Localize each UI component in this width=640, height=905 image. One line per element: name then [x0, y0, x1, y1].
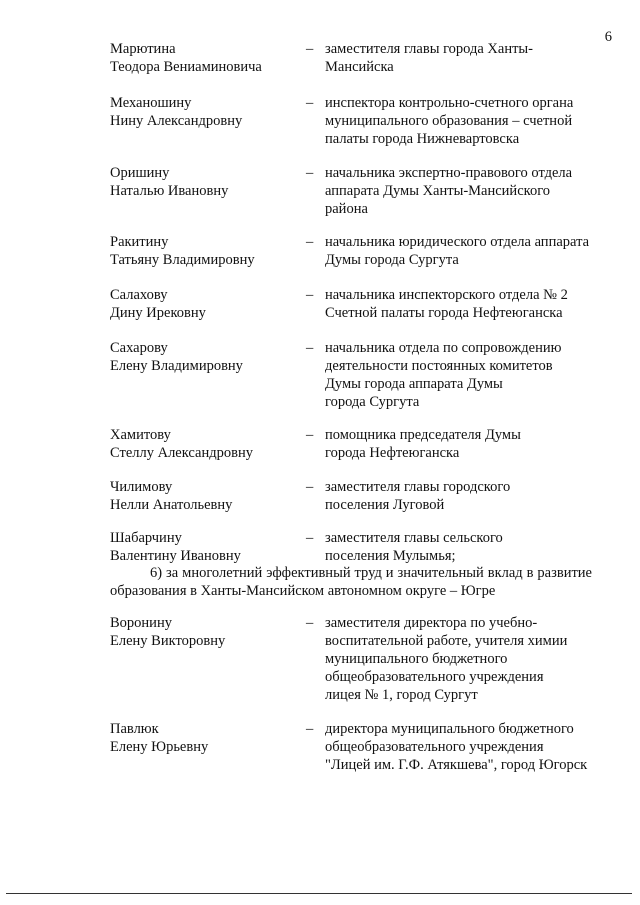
bottom-rule: [6, 893, 632, 894]
person-name: [110, 529, 290, 565]
person-name: [110, 478, 290, 514]
position-text: [325, 614, 602, 704]
name-line: Воронину: [110, 615, 172, 631]
dash-separator: –: [306, 530, 314, 546]
position-text: [325, 529, 602, 565]
position-line: города Сургута: [325, 394, 420, 410]
position-line: поселения Мулымья;: [325, 548, 456, 564]
name-line: Елену Юрьевну: [110, 739, 209, 755]
dash-separator: –: [306, 427, 314, 443]
position-text: [325, 164, 602, 218]
position-line: начальника юридического отдела аппарата: [325, 234, 590, 250]
position-line: Думы города Сургута: [325, 252, 459, 268]
dash-separator: –: [306, 340, 314, 356]
name-line: Марютина: [110, 41, 176, 57]
person-name: [110, 614, 290, 650]
section-paragraph: 6) за многолетний эффективный труд и значительный вклад в развитие образования в Ханты-Мансийском автономном округе – Югре: [110, 565, 592, 599]
position-line: района: [325, 201, 368, 217]
position-text: [325, 233, 602, 269]
name-line: Шабарчину: [110, 530, 182, 546]
position-line: начальника экспертно-правового отдела: [325, 165, 573, 181]
position-line: деятельности постоянных комитетов: [325, 358, 553, 374]
position-line: директора муниципального бюджетного: [325, 721, 574, 737]
name-line: Салахову: [110, 287, 168, 303]
position-line: помощника председателя Думы: [325, 427, 521, 443]
position-line: муниципального образования – счетной: [325, 113, 573, 129]
position-text: [325, 339, 602, 411]
name-line: Оришину: [110, 165, 170, 181]
dash-separator: –: [306, 41, 314, 57]
person-name: [110, 164, 290, 200]
name-line: Стеллу Александровну: [110, 445, 253, 461]
name-line: Павлюк: [110, 721, 159, 737]
name-line: Татьяну Владимировну: [110, 252, 255, 268]
position-line: палаты города Нижневартовска: [325, 131, 520, 147]
person-name: [110, 286, 290, 322]
dash-separator: –: [306, 95, 314, 111]
position-line: "Лицей им. Г.Ф. Атякшева", город Югорск: [325, 757, 588, 773]
person-name: [110, 94, 290, 130]
position-text: [325, 426, 602, 462]
dash-separator: –: [306, 165, 314, 181]
name-line: Дину Ирековну: [110, 305, 206, 321]
name-line: Хамитову: [110, 427, 171, 443]
position-line: аппарата Думы Ханты-Мансийского: [325, 183, 551, 199]
position-text: [325, 286, 602, 322]
name-line: Наталью Ивановну: [110, 183, 229, 199]
name-line: Механошину: [110, 95, 192, 111]
person-name: [110, 40, 290, 76]
position-line: заместителя главы городского: [325, 479, 511, 495]
name-line: Теодора Вениаминовича: [110, 59, 262, 75]
dash-separator: –: [306, 615, 314, 631]
dash-separator: –: [306, 479, 314, 495]
position-line: начальника отдела по сопровождению: [325, 340, 562, 356]
position-text: [325, 720, 602, 774]
position-line: воспитательной работе, учителя химии: [325, 633, 568, 649]
person-name: [110, 339, 290, 375]
position-line: города Нефтеюганска: [325, 445, 460, 461]
person-name: [110, 426, 290, 462]
name-line: Елену Владимировну: [110, 358, 243, 374]
name-line: Нину Александровну: [110, 113, 243, 129]
name-line: Нелли Анатольевну: [110, 497, 233, 513]
position-text: [325, 478, 602, 514]
position-line: Мансийска: [325, 59, 394, 75]
position-line: начальника инспекторского отдела № 2: [325, 287, 568, 303]
position-line: лицея № 1, город Сургут: [325, 687, 478, 703]
dash-separator: –: [306, 721, 314, 737]
name-line: Сахарову: [110, 340, 168, 356]
position-line: Думы города аппарата Думы: [325, 376, 503, 392]
position-line: поселения Луговой: [325, 497, 445, 513]
dash-separator: –: [306, 287, 314, 303]
name-line: Валентину Ивановну: [110, 548, 241, 564]
position-line: заместителя главы сельского: [325, 530, 503, 546]
position-text: [325, 94, 602, 148]
name-line: Чилимову: [110, 479, 173, 495]
position-line: заместителя директора по учебно-: [325, 615, 538, 631]
name-line: Ракитину: [110, 234, 169, 250]
position-text: [325, 40, 602, 76]
position-line: Счетной палаты города Нефтеюганска: [325, 305, 563, 321]
position-line: заместителя главы города Ханты-: [325, 41, 533, 57]
position-line: общеобразовательного учреждения: [325, 669, 544, 685]
person-name: [110, 720, 290, 756]
person-name: [110, 233, 290, 269]
position-line: муниципального бюджетного: [325, 651, 508, 667]
dash-separator: –: [306, 234, 314, 250]
position-line: общеобразовательного учреждения: [325, 739, 544, 755]
name-line: Елену Викторовну: [110, 633, 226, 649]
position-line: инспектора контрольно-счетного органа: [325, 95, 574, 111]
page-number: 6: [604, 29, 612, 45]
